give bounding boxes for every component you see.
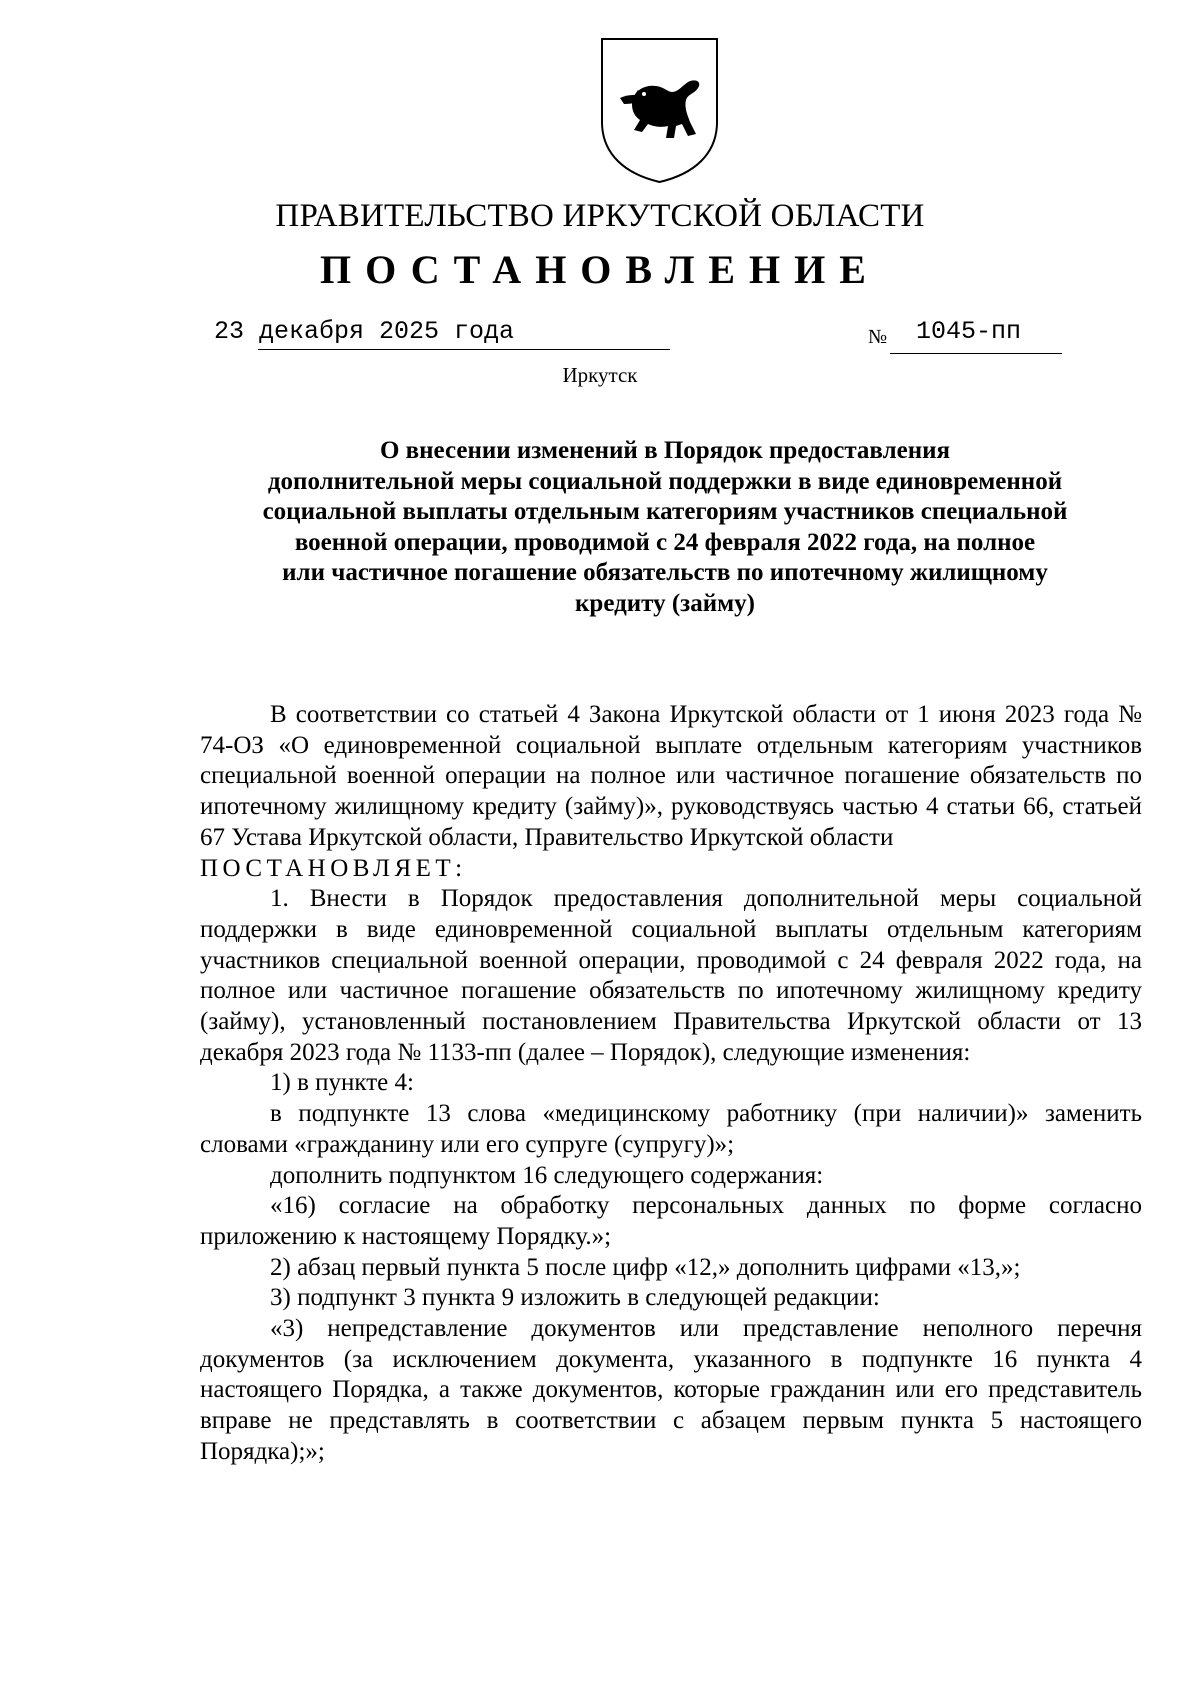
title-line: дополнительной меры социальной поддержки в виде единовременной [267, 467, 1063, 495]
body-paragraph: 3) подпункт 3 пункта 9 изложить в следующей редакции: [270, 1284, 880, 1312]
decree-word: ПОСТАНОВЛЯЕТ: [200, 854, 467, 882]
body-paragraph: в подпункте 13 слова «медицинскому работнику (при наличии)» заменить словами «гражданину или его супруге (супругу)»; [200, 1100, 1142, 1158]
document-body [200, 700, 1142, 1468]
date-underline [258, 349, 670, 350]
body-paragraph: 2) абзац первый пункта 5 после цифр «12,» дополнить цифрами «13,»; [270, 1253, 1021, 1281]
title-line: социальной выплаты отдельным категориям участников специальной [262, 498, 1068, 526]
government-name: ПРАВИТЕЛЬСТВО ИРКУТСКОЙ ОБЛАСТИ [275, 198, 925, 234]
body-paragraph: «3) непредставление документов или представление неполного перечня документов (за исключением документа, указанного в подпункте 16 пункта 4 настоящего Порядка, а также документов, которые гражданин или его представитель вправе не представлять в соответствии с абзацем первым пункта 5 настоящего Порядка);»; [200, 1315, 1142, 1465]
number-field [890, 317, 1062, 354]
title-line: О внесении изменений в Порядок предоставления [379, 437, 951, 464]
document-type: ПОСТАНОВЛЕНИЕ [320, 247, 880, 292]
coat-of-arms-icon [598, 36, 721, 186]
body-paragraph: 1. Внести в Порядок предоставления дополнительной меры социальной поддержки в виде единовременной социальной выплаты отдельным категориям участников специальной военной операции, проводимой с 24 февраля 2022 года, на полное или частичное погашение обязательств по ипотечному жилищному кредиту (займу), установленный постановлением Правительства Иркутской области от 13 декабря 2023 года № 1133-пп (далее – Порядок), следующие изменения: [200, 885, 1142, 1066]
document-date: 23 декабря 2025 года [214, 317, 515, 346]
city: Иркутск [562, 363, 638, 387]
title-line: кредиту (займу) [575, 589, 755, 617]
body-paragraph: 1) в пункте 4: [270, 1069, 414, 1097]
body-paragraph: дополнить подпунктом 16 следующего содержания: [270, 1161, 824, 1189]
title-line: или частичное погашение обязательств по ипотечному жилищному [282, 559, 1048, 587]
title-line: военной операции, проводимой с 24 февраля 2022 года, на полное [294, 528, 1036, 556]
preamble-paragraph: В соответствии со статьей 4 Закона Иркутской области от 1 июня 2023 года № 74-ОЗ «О единовременной социальной выплате отдельным категориям участников специальной военной операции на полное или частичное погашение обязательств по ипотечному жилищному кредиту (займу)», руководствуясь частью 4 статьи 66, статьей 67 Устава Иркутской области, Правительство Иркутской области [200, 701, 1142, 851]
date-block [214, 317, 514, 346]
number-sign: № [868, 326, 888, 348]
document-title [200, 436, 1130, 620]
body-paragraph: «16) согласие на обработку персональных данных по форме согласно приложению к настоящему Порядку.»; [200, 1192, 1142, 1250]
document-number: 1045-пп [916, 317, 1022, 346]
